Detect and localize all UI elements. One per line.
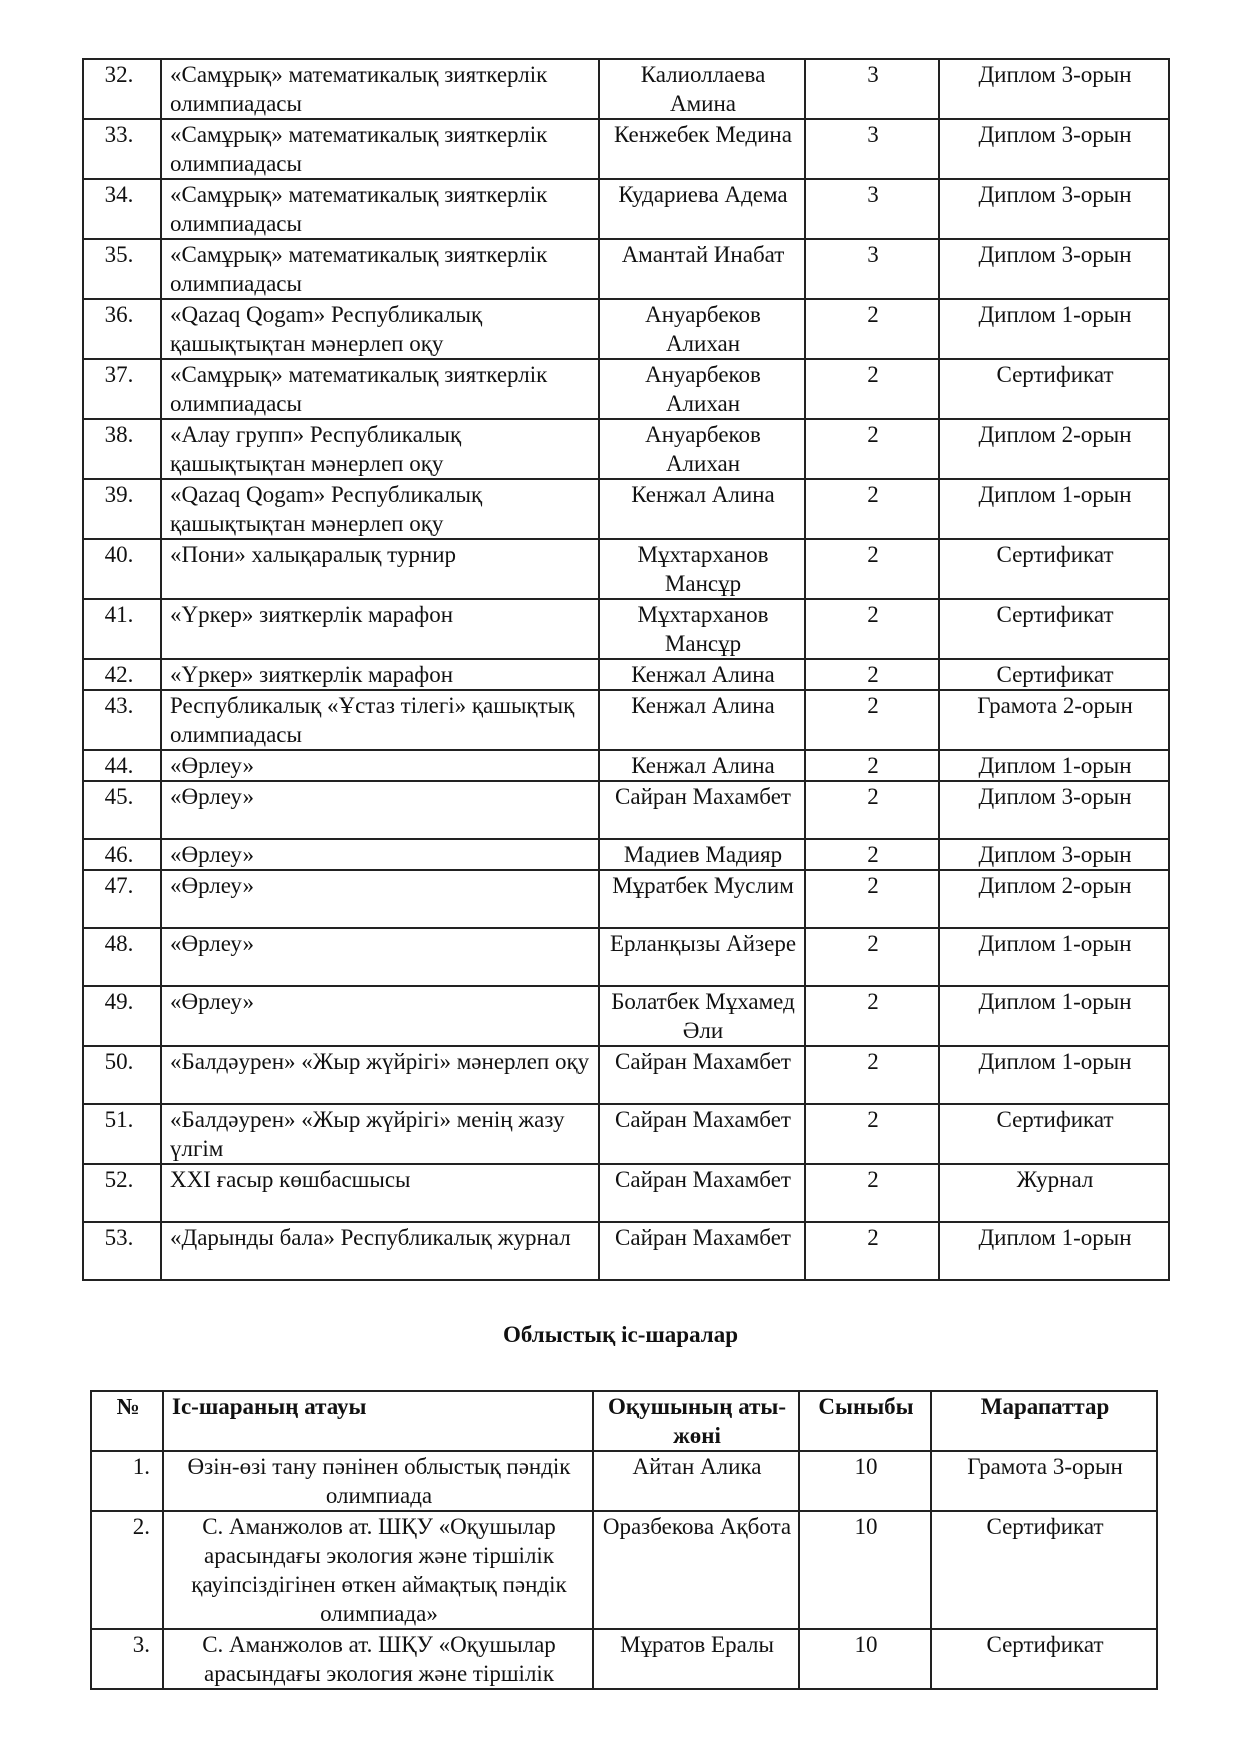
cell-grade: 10 [799,1451,931,1511]
cell-num: 2. [91,1511,163,1629]
cell-name: «Балдәурен» «Жыр жүйрігі» менің жазу үлгім [161,1104,599,1164]
cell-grade: 3 [805,119,939,179]
header-num: № [91,1391,163,1451]
table-row [83,539,1169,599]
cell-name: «Qazaq Qogam» Республикалық қашықтықтан мәнерлеп оқу [161,479,599,539]
cell-name: «Самұрық» математикалық зияткерлік олимпиадасы [161,59,599,119]
cell-student: Мадиев Мадияр [599,839,805,870]
cell-num: 46. [83,839,161,870]
cell-student: Сайран Махамбет [599,1222,805,1280]
cell-name: С. Аманжолов ат. ШҚУ «Оқушылар арасындағы экология және тіршілік [163,1629,593,1689]
cell-grade: 3 [805,179,939,239]
table-row [83,781,1169,839]
regional-table-body [91,1451,1157,1689]
cell-grade: 2 [805,1104,939,1164]
table-row [83,1222,1169,1280]
cell-student: Сайран Махамбет [599,781,805,839]
table-row [83,690,1169,750]
cell-award: Диплом 1-орын [939,1222,1169,1280]
cell-student: Кенжал Алина [599,750,805,781]
cell-award: Диплом 1-орын [939,299,1169,359]
header-student: Оқушының аты-жөні [593,1391,799,1451]
cell-award: Диплом 3-орын [939,839,1169,870]
cell-grade: 2 [805,781,939,839]
cell-grade: 2 [805,299,939,359]
cell-award: Грамота 2-орын [939,690,1169,750]
cell-num: 48. [83,928,161,986]
cell-num: 52. [83,1164,161,1222]
cell-num: 40. [83,539,161,599]
cell-award: Сертификат [931,1511,1157,1629]
results-table-republican [82,58,1170,1281]
cell-num: 51. [83,1104,161,1164]
cell-name: «Алау групп» Республикалық қашықтықтан мәнерлеп оқу [161,419,599,479]
cell-name: Өзін-өзі тану пәнінен облыстық пәндік олимпиада [163,1451,593,1511]
cell-student: Кудариева Адема [599,179,805,239]
cell-grade: 2 [805,839,939,870]
cell-num: 33. [83,119,161,179]
table-row [83,599,1169,659]
table-row [83,239,1169,299]
cell-award: Диплом 3-орын [939,239,1169,299]
cell-student: Айтан Алика [593,1451,799,1511]
table-header-row [91,1391,1157,1451]
header-event-name: Іс-шараның атауы [163,1391,593,1451]
cell-student: Мұхтарханов Мансұр [599,539,805,599]
table-row [91,1511,1157,1629]
cell-name: «Балдәурен» «Жыр жүйрігі» мәнерлеп оқу [161,1046,599,1104]
cell-student: Ерланқызы Айзере [599,928,805,986]
cell-num: 50. [83,1046,161,1104]
cell-award: Диплом 3-орын [939,179,1169,239]
cell-grade: 2 [805,479,939,539]
cell-student: Мұратбек Муслим [599,870,805,928]
cell-num: 36. [83,299,161,359]
cell-num: 49. [83,986,161,1046]
cell-award: Сертификат [939,599,1169,659]
cell-grade: 2 [805,659,939,690]
cell-student: Мұхтарханов Мансұр [599,599,805,659]
cell-student: Кенжал Алина [599,659,805,690]
cell-name: «Өрлеу» [161,870,599,928]
cell-student: Оразбекова Ақбота [593,1511,799,1629]
cell-num: 32. [83,59,161,119]
cell-award: Диплом 2-орын [939,419,1169,479]
cell-num: 41. [83,599,161,659]
cell-name: XXI ғасыр көшбасшысы [161,1164,599,1222]
cell-student: Сайран Махамбет [599,1046,805,1104]
cell-name: «Үркер» зияткерлік марафон [161,599,599,659]
cell-grade: 2 [805,928,939,986]
cell-num: 35. [83,239,161,299]
table-row [83,1164,1169,1222]
cell-student: Калиоллаева Амина [599,59,805,119]
cell-grade: 2 [805,1222,939,1280]
cell-student: Кенжал Алина [599,690,805,750]
cell-grade: 2 [805,986,939,1046]
cell-award: Сертификат [939,1104,1169,1164]
cell-grade: 10 [799,1629,931,1689]
table-row [83,1104,1169,1164]
cell-num: 39. [83,479,161,539]
cell-grade: 2 [805,690,939,750]
cell-name: С. Аманжолов ат. ШҚУ «Оқушылар арасындағы экология және тіршілік қауіпсіздігінен өткен аймақтық пәндік олимпиада» [163,1511,593,1629]
header-grade: Сыныбы [799,1391,931,1451]
cell-student: Сайран Махамбет [599,1164,805,1222]
table-row [83,870,1169,928]
cell-student: Кенжал Алина [599,479,805,539]
table-row [83,119,1169,179]
cell-grade: 2 [805,359,939,419]
cell-name: «Самұрық» математикалық зияткерлік олимпиадасы [161,239,599,299]
cell-name: «Үркер» зияткерлік марафон [161,659,599,690]
cell-student: Сайран Махамбет [599,1104,805,1164]
cell-award: Диплом 2-орын [939,870,1169,928]
cell-award: Сертификат [939,359,1169,419]
table-row [83,839,1169,870]
table-row [83,659,1169,690]
cell-student: Ануарбеков Алихан [599,299,805,359]
cell-award: Диплом 1-орын [939,1046,1169,1104]
cell-grade: 3 [805,239,939,299]
table-row [83,359,1169,419]
cell-name: «Өрлеу» [161,781,599,839]
table-row [83,59,1169,119]
cell-student: Амантай Инабат [599,239,805,299]
cell-grade: 2 [805,419,939,479]
cell-award: Грамота 3-орын [931,1451,1157,1511]
cell-num: 45. [83,781,161,839]
cell-num: 3. [91,1629,163,1689]
cell-num: 44. [83,750,161,781]
table-row [83,750,1169,781]
table-row [83,928,1169,986]
cell-name: «Өрлеу» [161,986,599,1046]
cell-award: Диплом 1-орын [939,928,1169,986]
cell-award: Сертификат [939,539,1169,599]
table-row [83,986,1169,1046]
cell-name: «Өрлеу» [161,839,599,870]
section-title: Облыстық іс-шаралар [502,1322,738,1347]
cell-award: Сертификат [931,1629,1157,1689]
cell-award: Диплом 3-орын [939,59,1169,119]
cell-num: 47. [83,870,161,928]
cell-student: Болатбек Мұхамед Әли [599,986,805,1046]
cell-award: Сертификат [939,659,1169,690]
cell-grade: 10 [799,1511,931,1629]
results-table-regional [90,1390,1158,1690]
results-table-body [83,59,1169,1280]
table-row [83,479,1169,539]
cell-num: 38. [83,419,161,479]
cell-grade: 2 [805,1046,939,1104]
cell-name: «Өрлеу» [161,928,599,986]
cell-student: Ануарбеков Алихан [599,359,805,419]
table-row [83,1046,1169,1104]
cell-num: 34. [83,179,161,239]
cell-student: Ануарбеков Алихан [599,419,805,479]
cell-student: Кенжебек Медина [599,119,805,179]
cell-award: Диплом 1-орын [939,479,1169,539]
table-row [83,179,1169,239]
cell-name: Республикалық «Ұстаз тілегі» қашықтық олимпиадасы [161,690,599,750]
cell-award: Журнал [939,1164,1169,1222]
cell-grade: 2 [805,1164,939,1222]
cell-name: «Өрлеу» [161,750,599,781]
cell-name: «Самұрық» математикалық зияткерлік олимпиадасы [161,119,599,179]
cell-student: Мұратов Ералы [593,1629,799,1689]
cell-num: 1. [91,1451,163,1511]
cell-award: Диплом 1-орын [939,750,1169,781]
cell-num: 37. [83,359,161,419]
cell-grade: 2 [805,599,939,659]
cell-grade: 2 [805,539,939,599]
cell-num: 53. [83,1222,161,1280]
cell-grade: 2 [805,750,939,781]
cell-award: Диплом 3-орын [939,781,1169,839]
table-row [83,419,1169,479]
cell-name: «Дарынды бала» Республикалық журнал [161,1222,599,1280]
header-award: Марапаттар [931,1391,1157,1451]
cell-name: «Самұрық» математикалық зияткерлік олимпиадасы [161,179,599,239]
cell-name: «Самұрық» математикалық зияткерлік олимпиадасы [161,359,599,419]
table-row [83,299,1169,359]
cell-award: Диплом 1-орын [939,986,1169,1046]
table-row [91,1451,1157,1511]
cell-name: «Пони» халықаралық турнир [161,539,599,599]
cell-grade: 3 [805,59,939,119]
cell-name: «Qazaq Qogam» Республикалық қашықтықтан мәнерлеп оқу [161,299,599,359]
table-row [91,1629,1157,1689]
cell-num: 43. [83,690,161,750]
cell-num: 42. [83,659,161,690]
cell-grade: 2 [805,870,939,928]
cell-award: Диплом 3-орын [939,119,1169,179]
